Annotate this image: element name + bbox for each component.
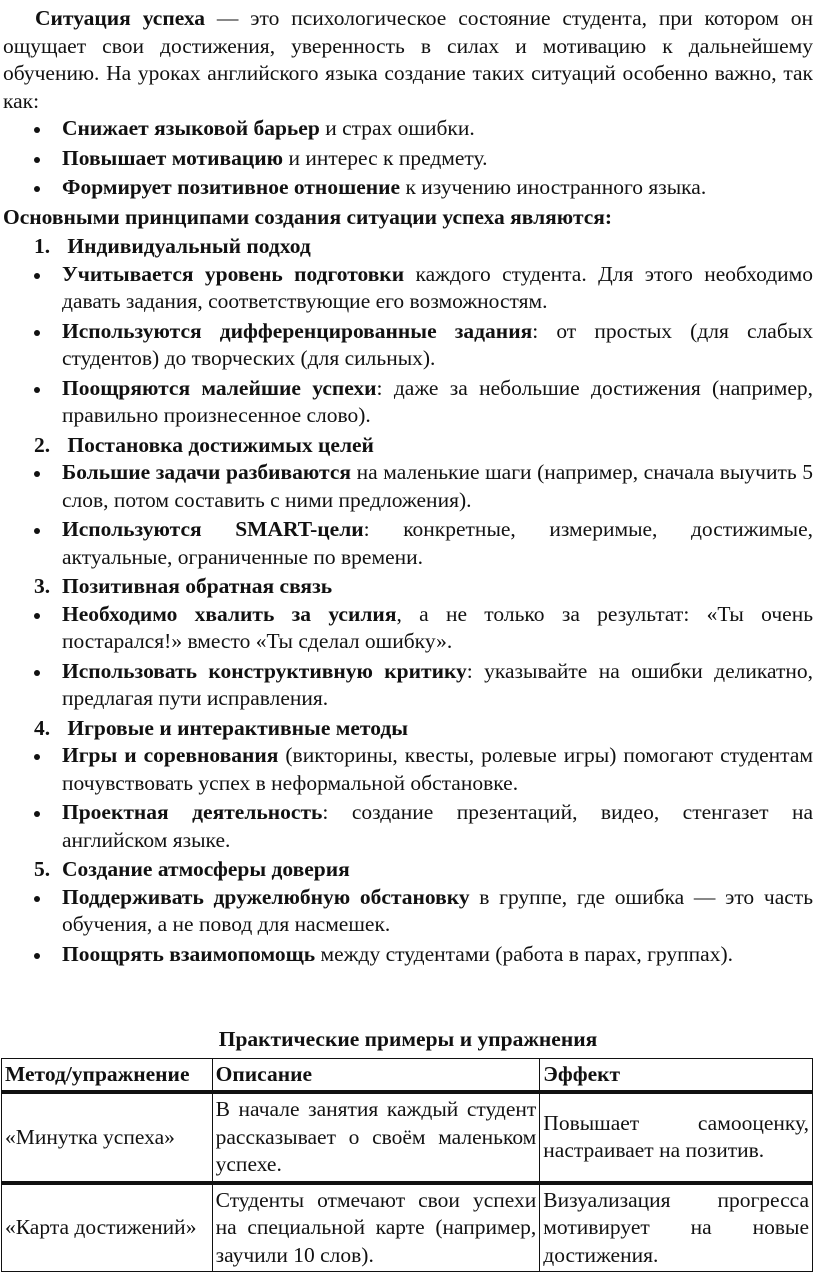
section-list [3, 459, 813, 571]
reasons-list [3, 115, 813, 202]
table-cell: В начале занятия каждый студент рассказывает о своём маленьком успехе. [212, 1092, 540, 1183]
table-header-row [2, 1058, 813, 1092]
item-text: (викторины, квесты, ролевые игры) помогают студентам почувствовать успех в неформальной обстановке. [62, 743, 813, 795]
section-title: Создание атмосферы доверия [62, 857, 350, 881]
item-bold: Снижает языковой барьер [62, 116, 320, 140]
item-text: : создание презентаций, видео, стенгазет на английском языке. [62, 800, 813, 852]
section-heading [3, 856, 813, 884]
item-text: : даже за небольшие достижения (например, правильно произнесенное слово). [62, 376, 813, 428]
table-cell: Повышает самооценку, настраивает на позитив. [540, 1092, 813, 1183]
item-text: в группе, где ошибка — это часть обучения, а не повод для насмешек. [62, 885, 813, 937]
table-header-cell: Описание [212, 1058, 540, 1092]
item-bold: Используются SMART-цели [62, 517, 364, 541]
list-item [3, 516, 813, 571]
table-caption: Практические примеры и упражнения [3, 1026, 813, 1054]
section-number: 5. [34, 856, 62, 884]
section-list [3, 261, 813, 430]
intro-text: — это психологическое состояние студента, при котором он ощущает свои достижения, уверенность в силах и мотивацию к дальнейшему обучению. На уроках английского языка создание таких ситуаций особенно важно, так как: [3, 6, 813, 113]
item-text: каждого студента. Для этого необходимо давать задания, соответствующие его возможностям. [62, 262, 813, 314]
list-item [3, 375, 813, 430]
item-bold: Учитывается уровень подготовки [62, 262, 404, 286]
list-item [3, 261, 813, 316]
list-item [3, 601, 813, 656]
list-item [3, 658, 813, 713]
section-heading [3, 715, 813, 743]
examples-table [1, 1058, 813, 1272]
item-bold: Формирует позитивное отношение [62, 175, 400, 199]
list-item [3, 941, 813, 969]
item-bold: Использовать конструктивную критику [62, 659, 467, 683]
section-title: Игровые и интерактивные методы [62, 716, 408, 740]
section-number: 3. [34, 573, 62, 601]
principles-heading: Основными принципами создания ситуации успеха являются: [3, 204, 813, 232]
list-item [3, 799, 813, 854]
item-bold: Проектная деятельность [62, 800, 322, 824]
table-cell: Визуализация прогресса мотивирует на новые достижения. [540, 1183, 813, 1272]
table-cell: «Минутка успеха» [2, 1092, 213, 1183]
section-heading [3, 573, 813, 601]
section-title: Индивидуальный подход [62, 234, 311, 258]
item-bold: Большие задачи разбиваются [62, 460, 351, 484]
item-bold: Поощрять взаимопомощь [62, 942, 315, 966]
table-cell: Студенты отмечают свои успехи на специальной карте (например, заучили 10 слов). [212, 1183, 540, 1272]
table-cell: «Карта достижений» [2, 1183, 213, 1272]
item-text: на маленькие шаги (например, сначала выучить 5 слов, потом составить с ними предложения). [62, 460, 813, 512]
list-item [3, 742, 813, 797]
item-text: между студентами (работа в парах, группах). [315, 942, 733, 966]
item-text: и страх ошибки. [320, 116, 475, 140]
section-number: 2. [34, 432, 62, 460]
list-item [3, 115, 813, 143]
item-bold: Поощряются малейшие успехи [62, 376, 377, 400]
section-list [3, 884, 813, 969]
item-bold: Повышает мотивацию [62, 146, 283, 170]
item-text: , а не только за результат: «Ты очень постарался!» вместо «Ты сделал ошибку». [62, 602, 813, 654]
document-page [3, 5, 813, 1272]
list-item [3, 459, 813, 514]
spacer [3, 970, 813, 1026]
section-heading [3, 233, 813, 261]
section-title: Постановка достижимых целей [62, 433, 374, 457]
section-title: Позитивная обратная связь [62, 574, 332, 598]
item-text: к изучению иностранного языка. [400, 175, 706, 199]
list-item [3, 318, 813, 373]
section-list [3, 601, 813, 713]
section-heading [3, 432, 813, 460]
table-row [2, 1183, 813, 1272]
table-header-cell: Метод/упражнение [2, 1058, 213, 1092]
intro-paragraph [3, 5, 813, 115]
list-item [3, 884, 813, 939]
item-bold: Необходимо хвалить за усилия [62, 602, 396, 626]
list-item [3, 145, 813, 173]
table-row [2, 1092, 813, 1183]
item-text: и интерес к предмету. [283, 146, 487, 170]
item-text: : от простых (для слабых студентов) до творческих (для сильных). [62, 319, 813, 371]
section-number: 1. [34, 233, 62, 261]
section-list [3, 742, 813, 854]
section-number: 4. [34, 715, 62, 743]
list-item [3, 174, 813, 202]
table-header-cell: Эффект [540, 1058, 813, 1092]
item-text: : конкретные, измеримые, достижимые, актуальные, ограниченные по времени. [62, 517, 813, 569]
item-bold: Поддерживать дружелюбную обстановку [62, 885, 470, 909]
item-text: : указывайте на ошибки деликатно, предлагая пути исправления. [62, 659, 813, 711]
intro-term: Ситуация успеха [35, 6, 205, 30]
item-bold: Используются дифференцированные задания [62, 319, 532, 343]
item-bold: Игры и соревнования [62, 743, 278, 767]
